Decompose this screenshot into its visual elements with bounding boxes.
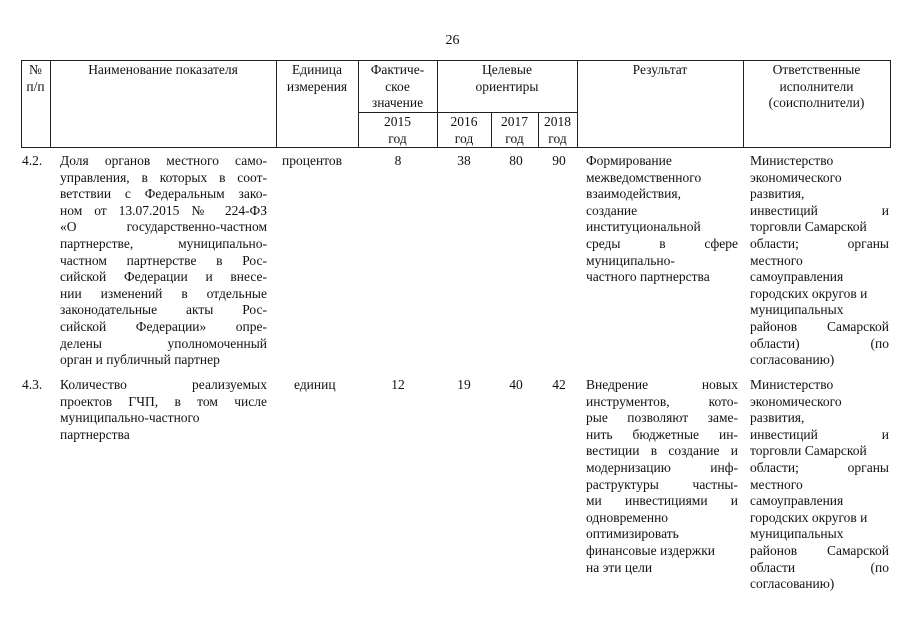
header-year-2018: 2018 год <box>544 114 571 146</box>
indicator-name: Количество реализуемых проектов ГЧП, в том числе муниципально-частного партнерства <box>60 377 267 442</box>
col-border-right <box>890 60 891 148</box>
indicator-name: Доля органов местного само- управления, в которых в соот- ветствии с Федеральным зако- ном от 13.07.2015 № 224-ФЗ «О государственно-частном партнерстве, муниципально- частном партнерстве в Рос- сийской Федерации и внесе- нии изменений в отдельные законодательные акты Рос- сийской Федерации» опре- делены уполномоченный орган и публичный партнер <box>60 153 267 368</box>
result-text: Внедрение новых инструментов, кото- рые позволяют заме- нить бюджетные ин- вестиции в создание и модернизацию инф- раструктуры частны- ми инвестициями и одновременно оптимизировать финансовые издержки на эти цели <box>586 377 738 575</box>
header-targets: Целевые ориентиры <box>475 62 539 94</box>
header-indicator-name: Наименование показателя <box>88 62 238 77</box>
page-number: 26 <box>445 33 460 48</box>
header-responsible: Ответственные исполнители (соисполнители) <box>768 62 865 111</box>
result-text: Формирование межведомственного взаимодействия, создание институциональной среды в сфере муниципально- частного партнерства <box>586 153 738 285</box>
responsible-text: Министерство экономического развития, инвестиций и торговли Самарской области; органы местного самоуправления городских округов и муниципальных районов Самарской области) (по согласованию) <box>750 153 889 368</box>
header-year-2016: 2016 год <box>450 114 478 146</box>
header-result: Результат <box>632 62 688 77</box>
responsible-text: Министерство экономического развития, инвестиций и торговли Самарской области; органы местного самоуправления городских округов и муниципальных районов Самарской области (по согласованию) <box>750 377 889 592</box>
row-number: 4.3. <box>22 377 43 392</box>
value-2017: 40 <box>509 377 523 392</box>
unit-value: процентов <box>282 153 343 168</box>
value-2017: 80 <box>509 153 523 168</box>
value-2015: 12 <box>391 377 405 392</box>
value-2015: 8 <box>394 153 402 168</box>
value-2018: 42 <box>552 377 566 392</box>
value-2018: 90 <box>552 153 566 168</box>
header-year-2015: 2015 год <box>384 114 411 146</box>
header-actual-value: Фактиче- ское значение <box>370 62 425 111</box>
table-top-border <box>21 60 890 61</box>
years-divider <box>358 112 577 113</box>
unit-value: единиц <box>294 377 336 392</box>
value-2016: 38 <box>457 153 471 168</box>
header-year-2017: 2017 год <box>501 114 528 146</box>
header-num: № п/п <box>26 62 45 94</box>
value-2016: 19 <box>457 377 471 392</box>
row-number: 4.2. <box>22 153 43 168</box>
header-unit: Единица измерения <box>286 62 348 94</box>
